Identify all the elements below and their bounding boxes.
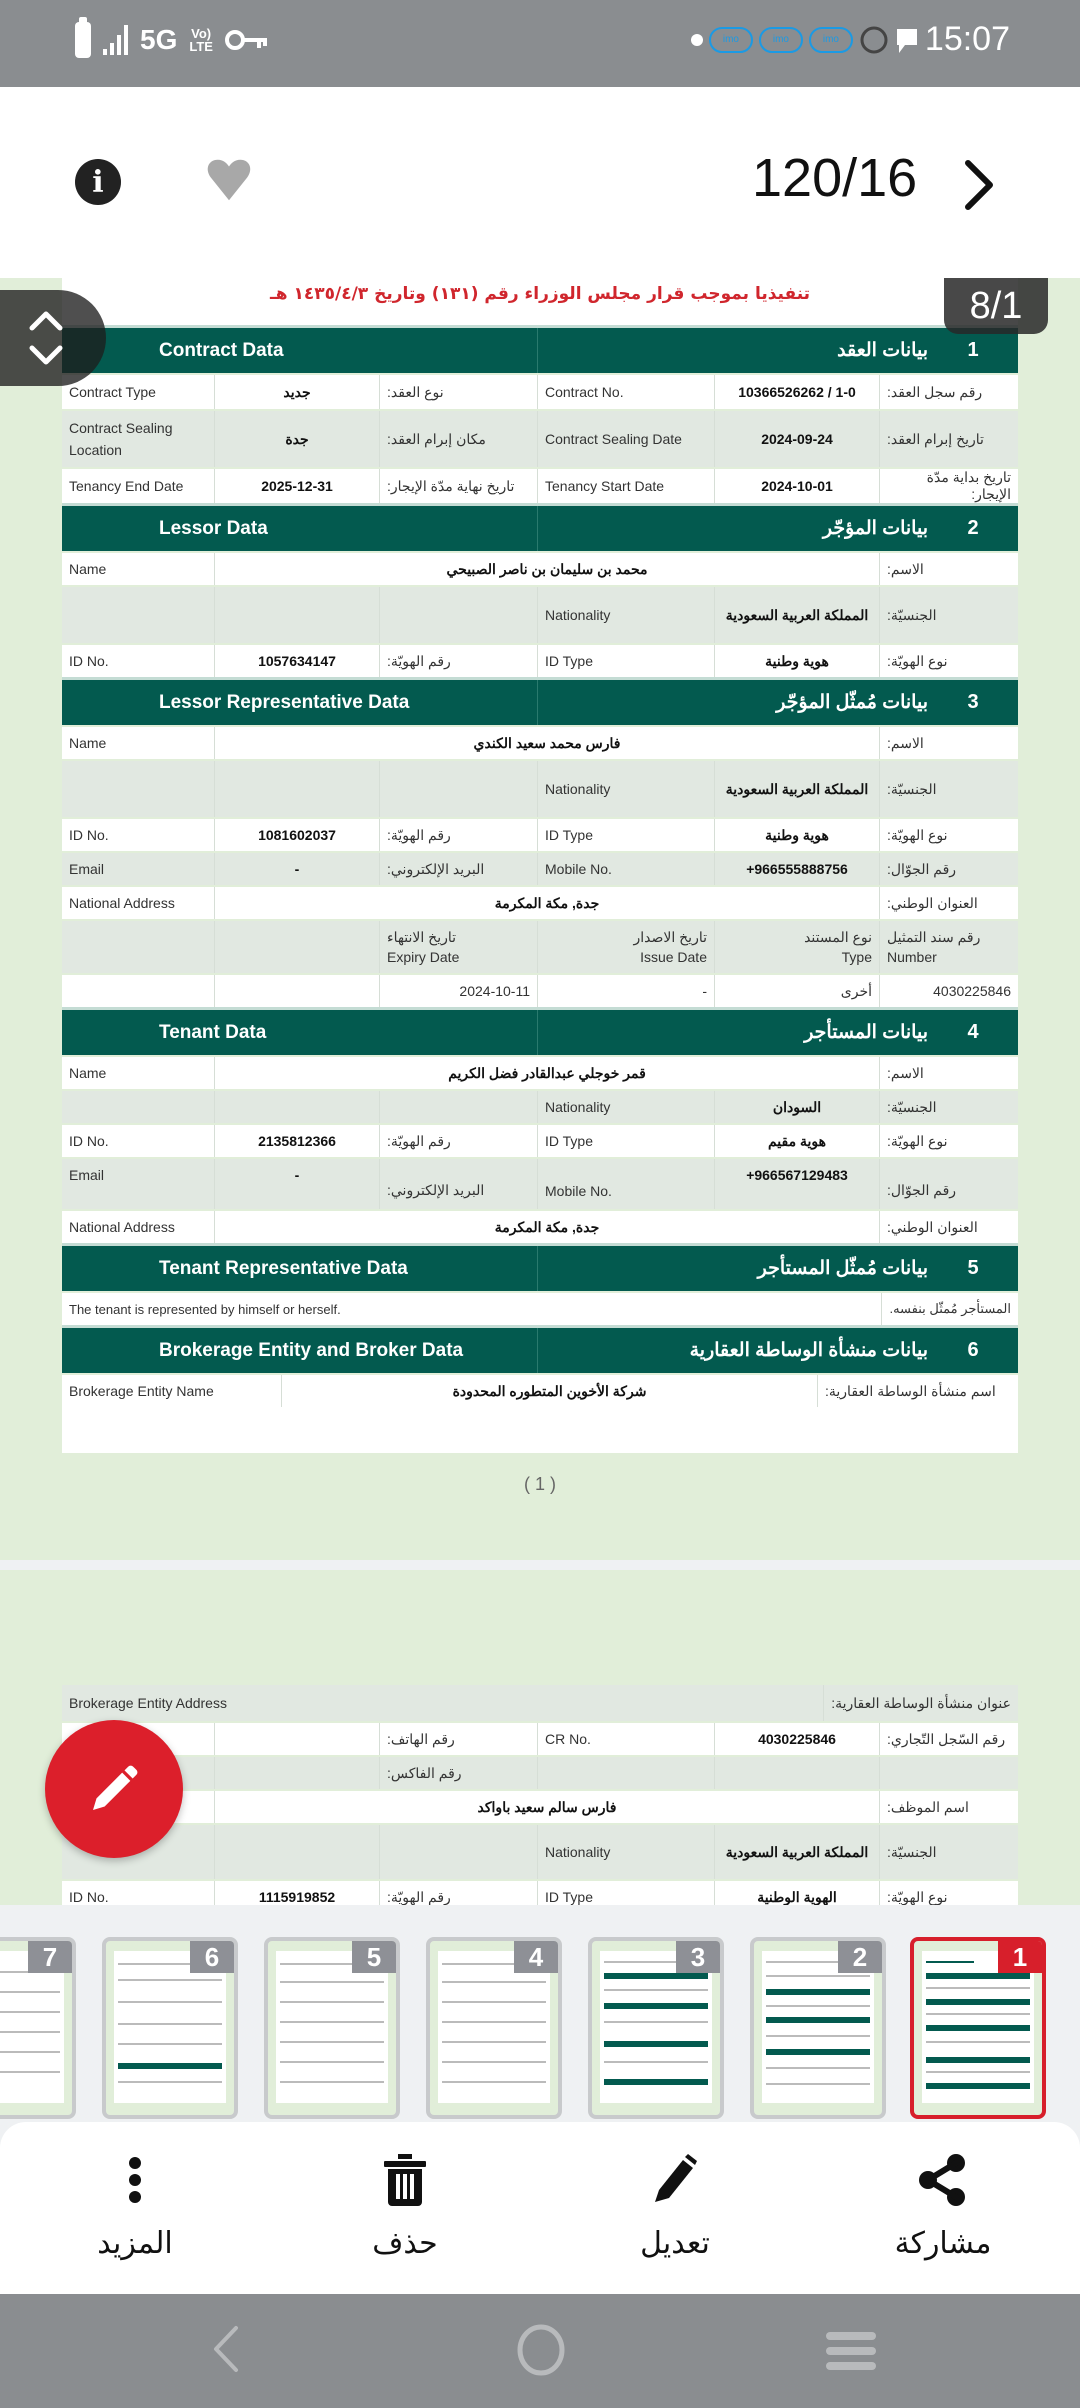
section-title-ar: بيانات المؤجّر (822, 518, 928, 539)
label-en: ID Type (538, 645, 715, 677)
table-row (62, 725, 1018, 759)
table-row (62, 1721, 1018, 1755)
thumbnail-number: 7 (28, 1941, 72, 1973)
email-value: - (215, 853, 380, 885)
more-vert-icon (125, 2155, 145, 2205)
label-en: Name (62, 1057, 215, 1089)
section-title-en: Lessor Representative Data (62, 680, 538, 725)
table-row (62, 1879, 1018, 1905)
document-page-2[interactable] (0, 1570, 1080, 1905)
label-ar: الجنسيّة: (887, 780, 937, 797)
mobile-value: +966567129483 (715, 1159, 880, 1209)
table-row (62, 1089, 1018, 1123)
label-ar: تاريخ إبرام العقد: (887, 430, 984, 447)
label-ar: نوع الهويّة: (887, 1132, 948, 1149)
section-title-ar: بيانات مُمثّل المؤجّر (776, 692, 928, 713)
label-ar: الجنسيّة: (887, 1098, 937, 1115)
section-header-brokerage (62, 1325, 1018, 1373)
status-bar (0, 0, 1080, 87)
type-value: أخرى (715, 975, 880, 1007)
email-value: - (215, 1159, 380, 1209)
label-en: ID No. (62, 1125, 215, 1157)
label-en: Tenancy End Date (62, 469, 215, 503)
address-value: جدة, مكة المكرمة (215, 887, 880, 919)
label-en: Nationality (538, 587, 715, 643)
rep-name: فارس محمد سعيد الكندي (215, 727, 880, 759)
label-ar: مكان إبرام العقد: (380, 411, 538, 467)
table-row (62, 551, 1018, 585)
label-ar: العنوان الوطني: (887, 1218, 978, 1235)
header-ar: تاريخ الانتهاء (387, 929, 457, 945)
page-thumbnail-strip[interactable] (0, 1905, 1080, 2125)
section-header-lessor (62, 503, 1018, 551)
label-ar: نوع العقد: (380, 375, 538, 409)
delete-button[interactable] (325, 2152, 485, 2272)
header-ar: نوع المستند (804, 929, 872, 945)
value: جديد (215, 375, 380, 409)
heart-icon[interactable] (202, 153, 256, 207)
back-icon[interactable] (210, 2324, 242, 2374)
nationality-value: المملكة العربية السعودية (715, 587, 880, 643)
label-ar: رقم الجوّال: (887, 1182, 957, 1198)
label-ar: رقم الهاتف: (380, 1723, 538, 1755)
section-title-ar: بيانات العقد (837, 340, 928, 361)
table-row (62, 759, 1018, 817)
label-ar: رقم الهويّة: (380, 645, 538, 677)
header-en: Number (887, 949, 937, 965)
header-en: Type (841, 949, 872, 965)
id-number: 1057634147 (215, 645, 380, 677)
section-number: 1 (967, 339, 979, 361)
volte-icon: Vo) LTE (189, 26, 213, 54)
header-en: Issue Date (640, 949, 707, 965)
label-ar: رقم السّجل التّجاري: (887, 1730, 1006, 1747)
table-row (62, 1823, 1018, 1879)
page-thumbnail[interactable] (426, 1937, 562, 2119)
contract-sheet (62, 1685, 1018, 1905)
table-row (62, 851, 1018, 885)
page-number: ( 1 ) (523, 1474, 556, 1494)
table-row (62, 585, 1018, 643)
issue-header (538, 921, 715, 973)
label-en: Contract No. (538, 375, 715, 409)
nationality-value: السودان (715, 1091, 880, 1123)
section-title-en: Lessor Data (62, 506, 538, 551)
vpn-key-icon (225, 28, 269, 52)
table-row (62, 373, 1018, 409)
edit-label: تعديل (640, 2226, 710, 2261)
label-ar: رقم الهويّة: (380, 1125, 538, 1157)
notification-dot-icon (691, 34, 703, 46)
more-label: المزيد (97, 2226, 173, 2261)
table-row (62, 1157, 1018, 1209)
section-header-tenant-rep (62, 1243, 1018, 1291)
mobile-value: +966555888756 (715, 853, 880, 885)
info-icon[interactable]: i (75, 159, 121, 205)
thumbnail-number: 1 (998, 1941, 1042, 1973)
label-ar: رقم سجل العقد: (887, 383, 983, 400)
label-ar: البريد الإلكتروني: (380, 1159, 538, 1209)
label-en: Nationality (538, 1825, 715, 1879)
table-row (62, 1291, 1018, 1325)
label-en: Contract Sealing Date (538, 411, 715, 467)
id-type: هوية وطنية (715, 819, 880, 851)
section-title-en: Brokerage Entity and Broker Data (62, 1328, 538, 1373)
section-header-lessor-rep (62, 677, 1018, 725)
page-thumbnail-active[interactable] (910, 1937, 1046, 2119)
label-en: Contract Sealing Location (62, 411, 215, 467)
id-number: 1081602037 (215, 819, 380, 851)
section-number: 6 (967, 1339, 979, 1361)
number-value: 4030225846 (933, 983, 1011, 999)
table-row (62, 1055, 1018, 1089)
label-en: Name (62, 553, 215, 585)
header-ar: تاريخ الاصدار (633, 929, 707, 945)
signal-icon (103, 25, 128, 55)
label-ar: اسم منشأة الوساطة العقارية: (825, 1382, 996, 1399)
section-title-ar: بيانات مُمثّل المستأجر (757, 1258, 928, 1279)
label-en: Email (62, 1159, 215, 1209)
note-ar: المستأجر مُمثّل بنفسه. (889, 1301, 1011, 1316)
section-title-en: Contract Data (62, 328, 538, 373)
fast-scroll-handle[interactable] (0, 290, 106, 386)
label-en: Contract Type (62, 375, 215, 409)
label-en: ID Type (538, 1881, 715, 1905)
label-en: ID Type (538, 819, 715, 851)
home-icon[interactable] (516, 2324, 566, 2376)
header-en: Expiry Date (387, 949, 460, 965)
label-en: ID No. (62, 1881, 215, 1905)
label-en: Email (62, 853, 215, 885)
label-ar: الجنسيّة: (887, 1843, 937, 1860)
message-icon (895, 25, 919, 55)
tenant-name: قمر خوجلي عبدالقادر فضل الكريم (215, 1057, 880, 1089)
label-en: Mobile No. (538, 853, 715, 885)
thumbnail-number: 4 (514, 1941, 558, 1973)
thumbnail-number: 6 (190, 1941, 234, 1973)
table-row (62, 1685, 1018, 1721)
delete-label: حذف (372, 2226, 438, 2261)
value: جدة (215, 411, 380, 467)
id-number: 2135812366 (215, 1125, 380, 1157)
label-en: Name (62, 727, 215, 759)
value: 10366526262 / 1-0 (715, 375, 880, 409)
rep-doc-header-row (62, 919, 1018, 973)
more-button[interactable] (55, 2152, 215, 2272)
imo-icon: imo (809, 27, 853, 53)
decree-notice: تنفيذيا بموجب قرار مجلس الوزراء رقم (١٣١) وتاريخ ١٤٣٥/٤/٣ هـ (269, 284, 811, 304)
section-title-en: Tenant Data (62, 1010, 538, 1055)
type-header (715, 921, 880, 973)
cr-number: 4030225846 (715, 1723, 880, 1755)
share-icon (918, 2153, 968, 2207)
page-thumbnail[interactable] (0, 1937, 76, 2119)
label-ar: تاريخ بداية مدّة الإيجار: (926, 469, 1011, 502)
bottom-action-bar (0, 2122, 1080, 2294)
label-ar: عنوان منشأة الوساطة العقارية: (831, 1694, 1011, 1711)
label-ar: الاسم: (887, 1064, 924, 1081)
trash-icon (384, 2154, 426, 2206)
thumbnail-number: 2 (838, 1941, 882, 1973)
contract-sheet (62, 278, 1018, 1453)
table-row (62, 1789, 1018, 1823)
label-en: Mobile No. (538, 1159, 715, 1209)
header-ar: رقم سند التمثيل (887, 929, 981, 945)
pencil-icon (86, 1761, 142, 1817)
label-ar: نوع الهويّة: (887, 1888, 948, 1905)
section-number: 3 (967, 691, 979, 713)
id-type: هوية مقيم (715, 1125, 880, 1157)
contract-table (62, 325, 1018, 1407)
nationality-value: المملكة العربية السعودية (715, 1825, 880, 1879)
table-row (62, 817, 1018, 851)
label-ar: رقم الجوّال: (887, 860, 957, 877)
lessor-name: محمد بن سليمان بن ناصر الصبيحي (215, 553, 880, 585)
table-row (62, 885, 1018, 919)
share-label: مشاركة (894, 2226, 992, 2261)
label-ar: الاسم: (887, 734, 924, 751)
network-type: 5G (140, 24, 178, 55)
system-nav-bar (0, 2294, 1080, 2408)
label-ar: الاسم: (887, 560, 924, 577)
label-ar: نوع الهويّة: (887, 826, 948, 843)
label-en: Brokerage Entity Address (62, 1685, 824, 1721)
table-row (62, 467, 1018, 503)
section-title-en: Tenant Representative Data (62, 1246, 538, 1291)
id-type: الهوية الوطنية (715, 1881, 880, 1905)
table-row (62, 643, 1018, 677)
id-number: 1115919852 (215, 1881, 380, 1905)
page-thumbnail[interactable] (264, 1937, 400, 2119)
brokerage-table (62, 1685, 1018, 1905)
employee-name: فارس سالم سعيد باواكد (215, 1791, 880, 1823)
table-row (62, 409, 1018, 467)
section-header-contract (62, 325, 1018, 373)
label-en: National Address (62, 1211, 215, 1243)
label-ar: رقم الفاكس: (380, 1757, 538, 1789)
label-en: Nationality (538, 761, 715, 817)
label-en: Tenancy Start Date (538, 469, 715, 503)
label-en: Brokerage Entity Name (62, 1375, 282, 1407)
value: 2025-12-31 (215, 469, 380, 503)
page-thumbnail[interactable] (102, 1937, 238, 2119)
label-ar: نوع الهويّة: (887, 652, 948, 669)
whatsapp-icon (859, 25, 889, 55)
top-bar (0, 87, 1080, 278)
note-en: The tenant is represented by himself or herself. (62, 1293, 882, 1325)
chevron-right-icon[interactable] (958, 157, 998, 213)
pencil-icon (651, 2154, 699, 2206)
label-en: ID No. (62, 819, 215, 851)
page-indicator-badge: 8/1 (944, 278, 1048, 334)
share-button[interactable] (863, 2152, 1023, 2272)
brokerage-name: شركة الأخوين المتطوره المحدودة (282, 1375, 818, 1407)
page-counter: 120/16 (752, 148, 918, 208)
thumbnail-number: 3 (676, 1941, 720, 1973)
label-en: ID Type (538, 1125, 715, 1157)
section-title-ar: بيانات منشأة الوساطة العقارية (689, 1340, 928, 1361)
label-ar: البريد الإلكتروني: (380, 853, 538, 885)
rep-doc-value-row (62, 973, 1018, 1007)
clock: 15:07 (924, 20, 1010, 58)
table-row (62, 1755, 1018, 1789)
issue-value: - (538, 975, 715, 1007)
chevron-up-down-icon (26, 306, 66, 370)
thumbnail-number: 5 (352, 1941, 396, 1973)
number-header (880, 921, 1018, 973)
imo-icon: imo (709, 27, 753, 53)
value: 2024-09-24 (715, 411, 880, 467)
label-en: ID No. (62, 645, 215, 677)
table-row (62, 1209, 1018, 1243)
table-row (62, 1123, 1018, 1157)
label-ar: الجنسيّة: (887, 606, 937, 623)
id-type: هوية وطنية (715, 645, 880, 677)
table-row (62, 1373, 1018, 1407)
imo-icon: imo (759, 27, 803, 53)
label-ar: رقم الهويّة: (380, 1881, 538, 1905)
section-number: 4 (967, 1021, 979, 1043)
expiry-value: 2024-10-11 (380, 975, 538, 1007)
page-thumbnail[interactable] (588, 1937, 724, 2119)
section-header-tenant (62, 1007, 1018, 1055)
section-number: 5 (967, 1257, 979, 1279)
label-ar: رقم الهويّة: (380, 819, 538, 851)
battery-icon (75, 22, 91, 58)
label-en: Nationality (538, 1091, 715, 1123)
recents-icon[interactable] (826, 2330, 876, 2372)
nationality-value: المملكة العربية السعودية (715, 761, 880, 817)
value: 2024-10-01 (715, 469, 880, 503)
label-ar: تاريخ نهاية مدّة الإيجار: (380, 469, 538, 503)
page-thumbnail[interactable] (750, 1937, 886, 2119)
label-en: National Address (62, 887, 215, 919)
section-title-ar: بيانات المستأجر (804, 1022, 928, 1043)
edit-fab-button[interactable] (45, 1720, 183, 1858)
edit-button[interactable] (595, 2152, 755, 2272)
section-number: 2 (967, 517, 979, 539)
expiry-header (380, 921, 538, 973)
label-en: CR No. (538, 1723, 715, 1755)
address-value: جدة, مكة المكرمة (215, 1211, 880, 1243)
label-ar: اسم الموظف: (887, 1798, 969, 1815)
document-page-1[interactable] (0, 278, 1080, 1560)
label-ar: العنوان الوطني: (887, 894, 978, 911)
